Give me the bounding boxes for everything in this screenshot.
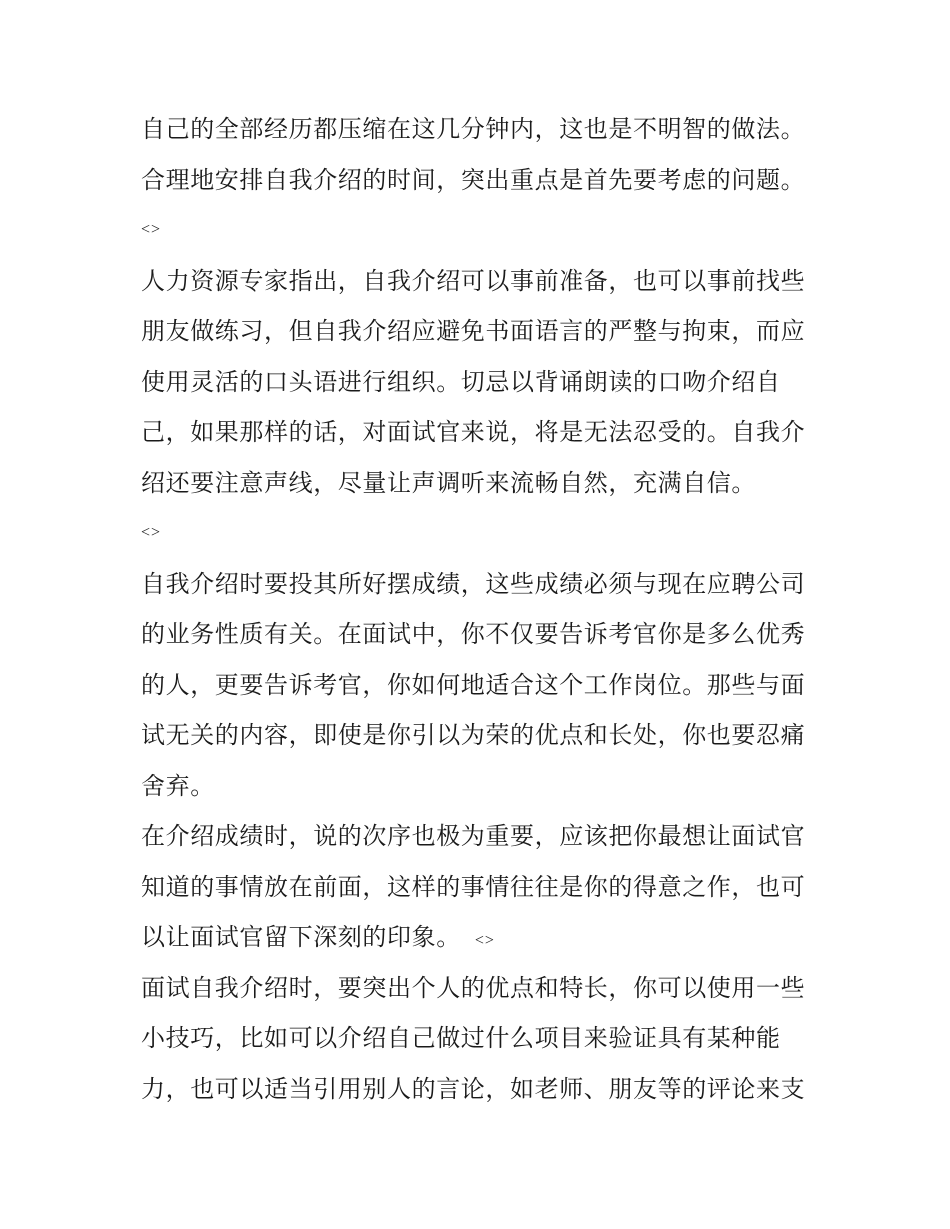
- text-line: 自己的全部经历都压缩在这几分钟内，这也是不明智的做法。: [141, 115, 806, 143]
- text-line: 的人，更要告诉考官，你如何地适合这个工作岗位。那些与面: [141, 670, 806, 699]
- text-line: 人力资源专家指出，自我介绍可以事前准备，也可以事前找些: [141, 266, 806, 295]
- paragraph-separator: <>: [141, 524, 162, 541]
- text-line: 自我介绍时要投其所好摆成绩，这些成绩必须与现在应聘公司: [141, 569, 806, 598]
- inline-separator: <>: [474, 932, 495, 949]
- text-line: 试无关的内容，即使是你引以为荣的优点和长处，你也要忍痛: [141, 721, 806, 749]
- text-line: 使用灵活的口头语进行组织。切忌以背诵朗读的口吻介绍自: [141, 367, 781, 396]
- text-line-with-marker: [141, 912, 821, 963]
- text-line: 合理地安排自我介绍的时间，突出重点是首先要考虑的问题。: [141, 165, 806, 194]
- paragraph-separator: <>: [141, 221, 162, 238]
- text-line: 朋友做练习，但自我介绍应避免书面语言的严整与拘束，而应: [141, 317, 806, 345]
- text-line: 以让面试官留下深刻的印象。: [141, 923, 461, 951]
- text-line: 的业务性质有关。在面试中，你不仅要告诉考官你是多么优秀: [141, 620, 806, 648]
- text-line: 小技巧，比如可以介绍自己做过什么项目来验证具有某种能: [141, 1024, 781, 1052]
- document-body: [141, 104, 821, 1114]
- text-line: 己，如果那样的话，对面试官来说，将是无法忍受的。自我介: [141, 418, 806, 446]
- text-line: 力，也可以适当引用别人的言论，如老师、朋友等的评论来支: [141, 1074, 806, 1103]
- text-line: 在介绍成绩时，说的次序也极为重要，应该把你最想让面试官: [141, 822, 806, 850]
- text-line: 面试自我介绍时，要突出个人的优点和特长，你可以使用一些: [141, 973, 806, 1002]
- text-line: 知道的事情放在前面，这样的事情往往是你的得意之作，也可: [141, 872, 806, 901]
- text-line: 绍还要注意声线，尽量让声调听来流畅自然，充满自信。: [141, 468, 756, 497]
- text-line: 舍弃。: [141, 771, 215, 800]
